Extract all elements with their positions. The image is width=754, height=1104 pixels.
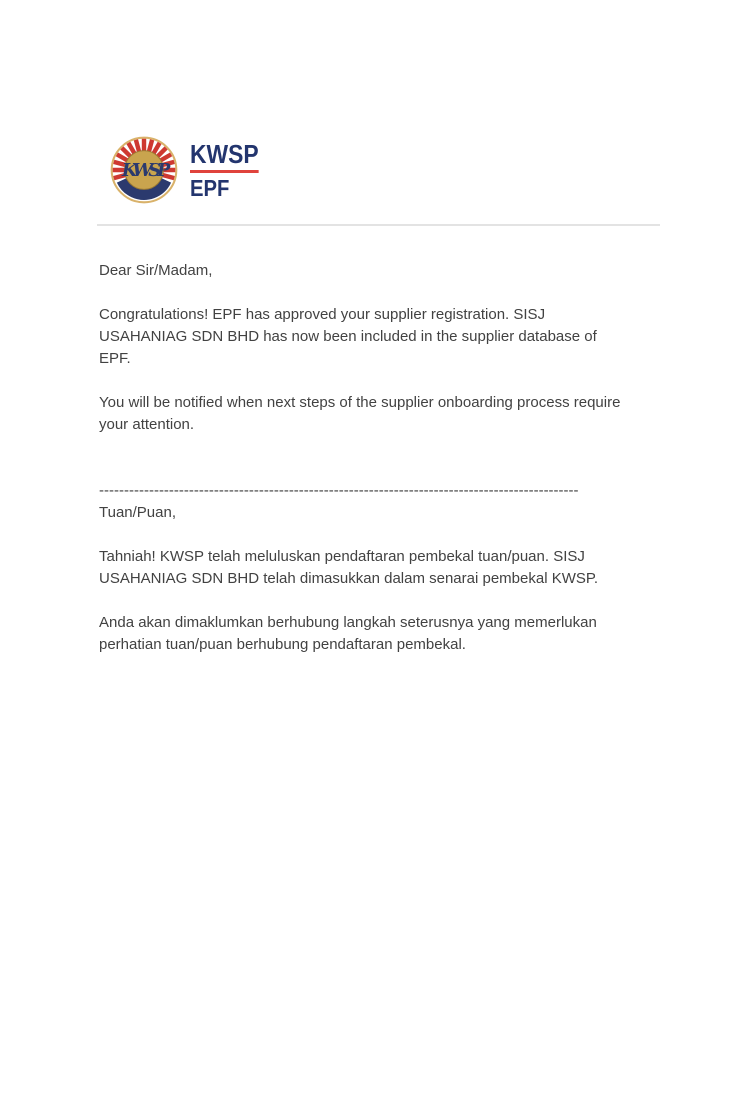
- blank-line: [99, 282, 660, 304]
- salutation-english: Dear Sir/Madam,: [99, 262, 213, 279]
- salutation-malay: Tuan/Puan,: [99, 504, 176, 521]
- body-line: your attention.: [99, 416, 195, 433]
- email-body: [99, 260, 660, 656]
- logo-wordmark: [190, 138, 268, 201]
- blank-line: [99, 370, 660, 392]
- dashed-separator: ------------------------------------------------------------------------------------------------: [99, 482, 579, 499]
- logo-kwsp-text: KWSP: [190, 141, 259, 173]
- blank-line: [99, 590, 660, 612]
- emblem-monogram: KWSP: [121, 160, 167, 182]
- body-line: perhatian tuan/puan berhubung pendaftaran pembekal.: [99, 636, 466, 653]
- blank-line: [99, 524, 660, 546]
- blank-line: [99, 436, 660, 458]
- epf-emblem-icon: [110, 136, 178, 204]
- body-line: Tahniah! KWSP telah meluluskan pendaftaran pembekal tuan/puan. SISJ: [99, 548, 585, 565]
- body-line: Anda akan dimaklumkan berhubung langkah seterusnya yang memerlukan: [99, 614, 597, 631]
- body-line: USAHANIAG SDN BHD telah dimasukkan dalam senarai pembekal KWSP.: [99, 570, 599, 587]
- body-line: Congratulations! EPF has approved your supplier registration. SISJ: [99, 306, 546, 323]
- body-line: You will be notified when next steps of the supplier onboarding process require: [99, 394, 621, 411]
- header-divider: [97, 224, 660, 226]
- logo-epf-text: EPF: [190, 174, 230, 201]
- body-line: EPF.: [99, 350, 131, 367]
- body-line: USAHANIAG SDN BHD has now been included in the supplier database of: [99, 328, 597, 345]
- kwsp-epf-logo: [110, 136, 268, 204]
- blank-line: [99, 458, 660, 480]
